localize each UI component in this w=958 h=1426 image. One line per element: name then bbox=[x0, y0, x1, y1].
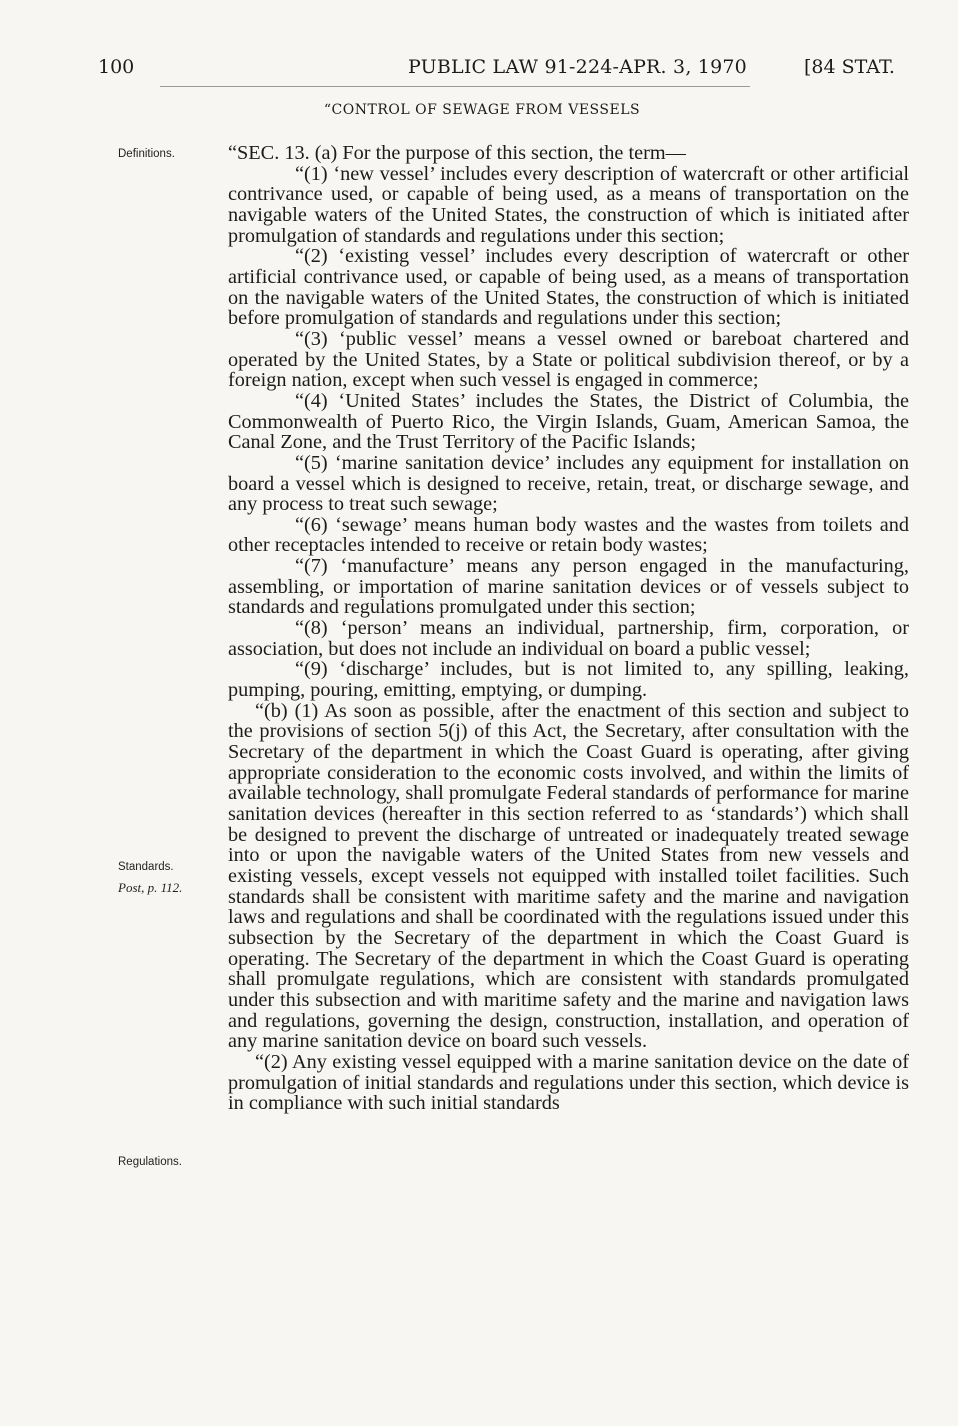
running-title: PUBLIC LAW 91-224-APR. 3, 1970 bbox=[408, 56, 747, 78]
definition-new-vessel: “(1) ‘new vessel’ includes every description of watercraft or other artificial contrivance used, or capable of being used, as a means of transportation on the navigable waters of the United States, the construction of which is initiated after promulgation of standards and regulations under this section; bbox=[228, 162, 909, 247]
definition-discharge: “(9) ‘discharge’ includes, but is not limited to, any spilling, leaking, pumping, pouring, emitting, emptying, or dumping. bbox=[228, 658, 909, 702]
page-header bbox=[0, 56, 958, 86]
margin-note-regulations: Regulations. bbox=[118, 1156, 182, 1168]
definition-person: “(8) ‘person’ means an individual, partnership, firm, corporation, or association, but does not include an individual on board a public vessel; bbox=[228, 617, 909, 660]
margin-note-definitions: Definitions. bbox=[118, 148, 175, 160]
subsection-b-1: “(b) (1) As soon as possible, after the enactment of this section and subject to the provisions of section 5(j) of this Act, the Secretary, after consultation with the Secretary of the department in which the Coast Guard is operating, after giving appropriate consideration to the economic costs involved, and within the limits of available technology, shall promulgate Federal standards of performance for marine sanitation devices (hereafter in this section referred to as ‘standards’) which shall be designed to prevent the discharge of untreated or inadequately treated sewage into or upon the navigable waters of the United States from new vessels and existing vessels, except vessels not equipped with installed toilet facilities. Such standards shall be consistent with maritime safety and the marine and navigation laws and regulations and shall be coordinated with the regulations issued under this subsection by the Secretary of the department in which the Coast Guard is operating. The Secretary of the department in which the Coast Guard is operating shall promulgate regulations, which are consistent with standards promulgated under this subsection and with maritime safety and the marine and navigation laws and regulations, governing the design, construction, installation, and operation of any marine sanitation device on board such vessels. bbox=[228, 699, 909, 1053]
definition-united-states: “(4) ‘United States’ includes the States, the District of Columbia, the Commonwealth of Puerto Rico, the Virgin Islands, Guam, American Samoa, the Canal Zone, and the Trust Territory of the Pacific Islands; bbox=[228, 389, 909, 454]
page-number: 100 bbox=[98, 56, 135, 78]
subsection-b-2: “(2) Any existing vessel equipped with a marine sanitation device on the date of promulgation of initial standards and regulations under this section, which device is in compliance with such initial standards bbox=[228, 1050, 909, 1115]
definition-existing-vessel: “(2) ‘existing vessel’ includes every description of watercraft or other artificial contrivance used, or capable of being used, as a means of transportation on the navigable waters of the United States, the construction of which is initiated before promulgation of standards and regulations under this section; bbox=[228, 245, 909, 330]
definition-public-vessel: “(3) ‘public vessel’ means a vessel owned or bareboat chartered and operated by the United States, by a State or political subdivision thereof, or by a foreign nation, except when such vessel is engaged in commerce; bbox=[228, 327, 909, 392]
statute-volume: [84 STAT. bbox=[804, 56, 895, 78]
definition-sewage: “(6) ‘sewage’ means human body wastes and the wastes from toilets and other receptacles intended to receive or retain body wastes; bbox=[228, 513, 909, 557]
section-intro: “SEC. 13. (a) For the purpose of this section, the term— bbox=[228, 142, 686, 164]
section-heading: “CONTROL OF SEWAGE FROM VESSELS bbox=[323, 102, 641, 118]
margin-note-post: Post, p. 112. bbox=[118, 880, 183, 895]
statute-body bbox=[228, 143, 909, 1114]
margin-note-standards: Standards. bbox=[118, 861, 174, 873]
header-rule bbox=[160, 86, 750, 87]
definition-manufacture: “(7) ‘manufacture’ means any person engaged in the manufacturing, assembling, or importation of marine sanitation devices or of vessels subject to standards and regulations promulgated under this section; bbox=[228, 555, 909, 619]
definition-marine-sanitation-device: “(5) ‘marine sanitation device’ includes any equipment for installation on board a vessel which is designed to receive, retain, treat, or discharge sewage, and any process to treat such sewage; bbox=[228, 451, 909, 516]
